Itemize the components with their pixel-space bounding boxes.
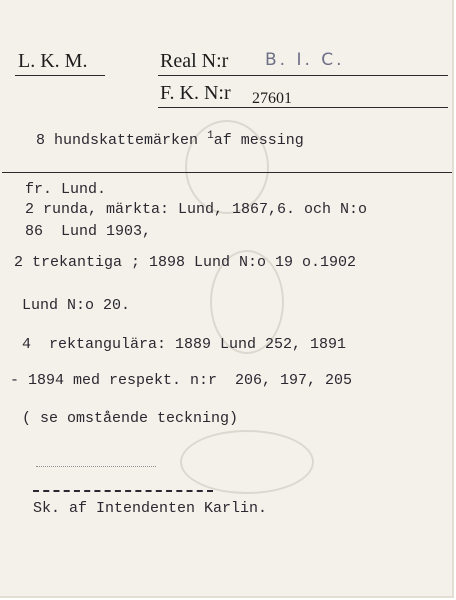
rectangular-marks-line: 4 rektangulära: 1889 Lund 252, 1891 [22,336,347,353]
title-divider [2,172,452,173]
fk-number-label: F. K. N:r [160,82,231,104]
object-title [36,130,304,149]
institution-label: L. K. M. [18,50,88,72]
real-number-label: Real N:r [160,50,229,72]
real-number-value: B. I. C. [265,50,345,70]
drawing-reference-line: ( se omstående teckning) [22,410,239,427]
object-name: hundskattemärken [54,132,199,149]
rectangular-marks-line-2: - 1894 med respekt. n:r 206, 197, 205 [10,372,353,389]
round-marks-line: 2 runda, märkta: Lund, 1867,6. och N:o [25,201,368,218]
object-superscript: 1 [207,130,214,142]
show-through-stamp [180,430,314,494]
real-number-underline [158,75,448,76]
triangular-marks-line-2: Lund N:o 20. [22,297,131,314]
institution-underline [15,75,105,76]
signature-underline [33,490,213,492]
signature-dotted-line [36,466,156,467]
triangular-marks-line: 2 trekantiga ; 1898 Lund N:o 19 o.1902 [14,254,357,271]
round-marks-line-2: 86 Lund 1903, [25,223,152,240]
fk-number-underline [158,107,448,108]
provenance-line: fr. Lund. [25,181,107,198]
object-material: af messing [213,132,304,149]
cataloguer-signature: Sk. af Intendenten Karlin. [33,500,268,517]
fk-number-value: 27601 [252,90,292,107]
object-count: 8 [36,132,46,149]
